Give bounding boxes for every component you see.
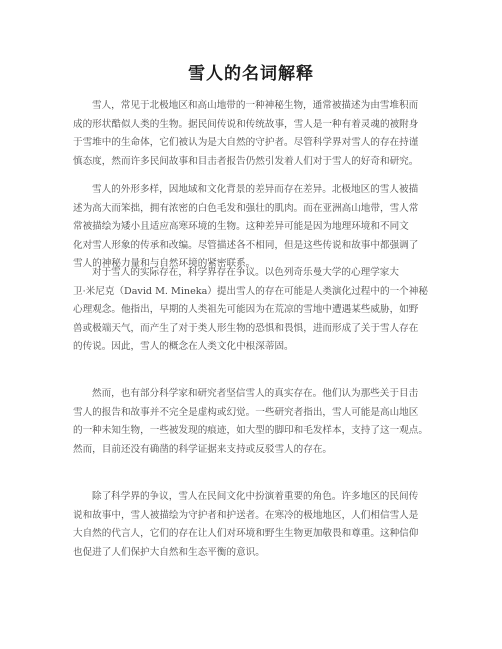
text-line: 于雪堆中的生命体，它们被认为是大自然的守护者。尽管科学界对雪人的存在持谨 xyxy=(73,137,419,149)
text-line: 的一种未知生物，一些被发现的痕迹，如大型的脚印和毛发样本，支持了这一观点。 xyxy=(73,425,428,437)
paragraph-5 xyxy=(73,488,441,562)
text-line: 对于雪人的实际存在，科学界存在争议。以色列奇乐曼大学的心理学家大 xyxy=(92,267,399,278)
text-line: 除了科学界的争议，雪人在民间文化中扮演着重要的角色。许多地区的民间传 xyxy=(92,491,419,502)
text-line: 的传说。因此，雪人的概念在人类文化中根深蒂固。 xyxy=(73,341,294,353)
paragraph-4 xyxy=(73,385,441,459)
text-line: 也促进了人们保护大自然和生态平衡的意识。 xyxy=(73,546,265,558)
text-line: 雪人，常见于北极地区和高山地带的一种神秘生物，通常被描述为由雪堆积而 xyxy=(92,100,419,111)
paragraph-1 xyxy=(73,97,441,171)
text-line: 雪人的报告和故事并不完全是虚构或幻觉。一些研究者指出，雪人可能是高山地区 xyxy=(73,406,419,418)
text-line: 雪人的神秘力量和与自然环境的紧密联系。 xyxy=(73,258,256,270)
text-line: 述为高大而笨拙，拥有浓密的白色毛发和强壮的肌肉。而在亚洲高山地带，雪人常 xyxy=(73,202,419,214)
paragraph-2 xyxy=(73,181,441,274)
text-line: 兽或极端天气，而产生了对于类人形生物的恐惧和畏惧，进而形成了关于雪人存在 xyxy=(73,322,419,334)
text-line: 说和故事中，雪人被描绘为守护者和护送者。在寒冷的极地地区，人们相信雪人是 xyxy=(73,509,419,521)
text-line: 化对雪人形象的传承和改编。尽管描述各不相同，但是这些传说和故事中都强调了 xyxy=(73,239,419,251)
text-line: 卫·米尼克（David M. Mineka）提出雪人的存在可能是人类演化过程中的一个神秘 xyxy=(73,285,428,297)
text-line: 大自然的代言人，它们的存在让人们对环境和野生生物更加敬畏和尊重。这种信仰 xyxy=(73,528,419,540)
text-line: 心理观念。他指出，早期的人类祖先可能因为在荒凉的雪地中遭遇某些威胁，如野 xyxy=(73,304,419,316)
text-line: 雪人的外形多样，因地域和文化背景的差异而存在差异。北极地区的雪人被描 xyxy=(92,184,419,195)
text-line: 常被描绘为矮小且适应高寒环境的生物。这种差异可能是因为地理环境和不同文 xyxy=(73,221,409,233)
paragraph-3 xyxy=(73,264,441,357)
text-line: 慎态度，然而许多民间故事和目击者报告仍然引发着人们对于雪人的好奇和研究。 xyxy=(73,155,419,167)
document-title: 雪人的名词解释 xyxy=(188,64,314,84)
text-line: 然而，目前还没有确凿的科学证据来支持或反驳雪人的存在。 xyxy=(73,443,333,455)
text-line: 成的形状酷似人类的生物。据民间传说和传统故事，雪人是一种有着灵魂的被附身 xyxy=(73,118,419,130)
text-line: 然而，也有部分科学家和研究者坚信雪人的真实存在。他们认为那些关于目击 xyxy=(92,388,419,399)
